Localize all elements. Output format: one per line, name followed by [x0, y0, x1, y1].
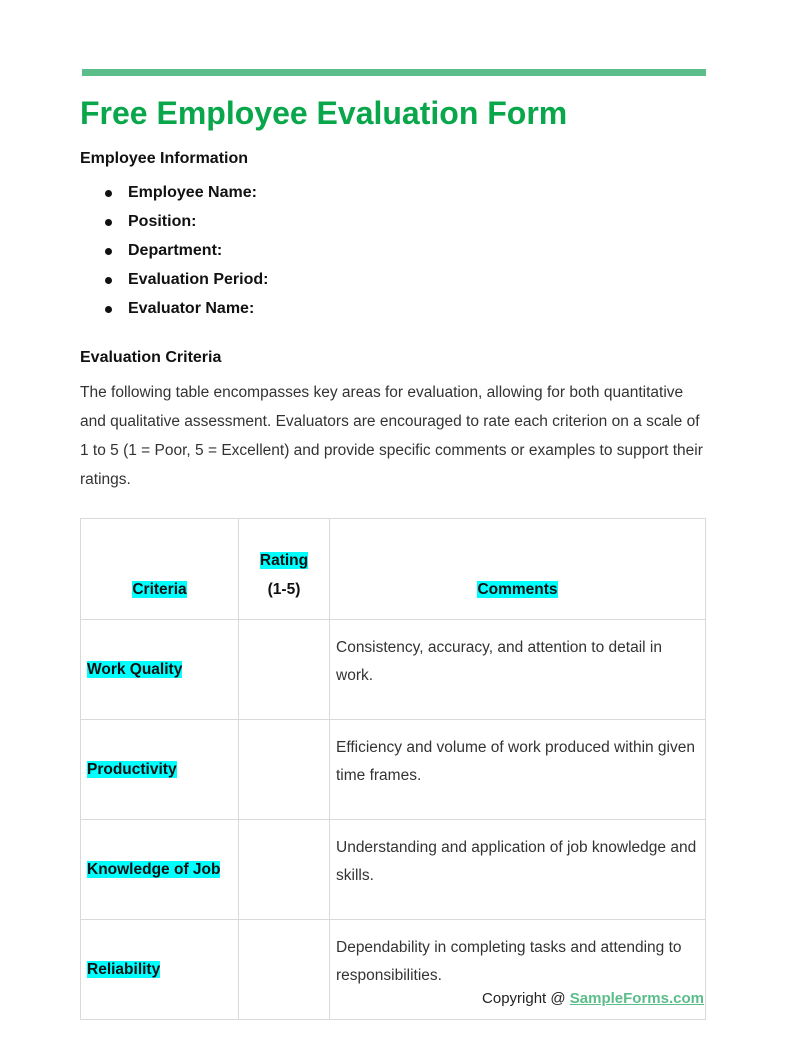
- rating-cell[interactable]: [239, 820, 330, 920]
- header-comments: Comments: [330, 519, 706, 620]
- table-row: [81, 620, 706, 720]
- criteria-cell: Knowledge of Job: [81, 820, 239, 920]
- list-item: [80, 240, 268, 269]
- criteria-cell: Reliability: [81, 920, 239, 1020]
- comment-cell: Understanding and application of job knowledge and skills.: [330, 820, 706, 920]
- copyright-text: Copyright @: [482, 990, 570, 1007]
- field-label: Position:: [128, 213, 197, 230]
- bullet-icon: [105, 277, 112, 284]
- top-divider: [82, 69, 706, 76]
- rating-cell[interactable]: [239, 620, 330, 720]
- bullet-icon: [105, 190, 112, 197]
- header-criteria: Criteria: [81, 519, 239, 620]
- rating-cell[interactable]: [239, 720, 330, 820]
- criteria-cell: Productivity: [81, 720, 239, 820]
- field-label: Evaluation Period:: [128, 271, 269, 288]
- evaluation-criteria-heading: Evaluation Criteria: [80, 349, 222, 366]
- comment-cell: Consistency, accuracy, and attention to detail in work.: [330, 620, 706, 720]
- field-label: Evaluator Name:: [128, 300, 255, 317]
- list-item: [80, 182, 268, 211]
- comment-cell: Dependability in completing tasks and attending to responsibilities.: [330, 920, 706, 1020]
- comment-cell: Efficiency and volume of work produced within given time frames.: [330, 720, 706, 820]
- table-header-row: [81, 519, 706, 620]
- employee-info-heading: Employee Information: [80, 150, 249, 167]
- evaluation-table: [80, 518, 706, 1020]
- table-row: [81, 820, 706, 920]
- bullet-icon: [105, 248, 112, 255]
- evaluation-intro: The following table encompasses key areas for evaluation, allowing for both quantitative and qualitative assessment. Evaluators are encouraged to rate each criterion on a scale of 1 to 5 (1 = Poor, 5 = Excellent) and provide specific comments or examples to support their ratings.: [80, 384, 703, 488]
- employee-info-list: [80, 182, 268, 327]
- field-label: Department:: [128, 242, 223, 259]
- list-item: [80, 211, 268, 240]
- page-title: Free Employee Evaluation Form: [80, 95, 568, 131]
- footer-copyright: [482, 990, 704, 1007]
- list-item: [80, 269, 268, 298]
- criteria-cell: Work Quality: [81, 620, 239, 720]
- list-item: [80, 298, 268, 327]
- rating-cell[interactable]: [239, 920, 330, 1020]
- table-row: [81, 720, 706, 820]
- field-label: Employee Name:: [128, 184, 257, 201]
- brand-link[interactable]: SampleForms.com: [569, 990, 704, 1007]
- bullet-icon: [105, 306, 112, 313]
- bullet-icon: [105, 219, 112, 226]
- header-rating: Rating (1-5): [239, 519, 330, 620]
